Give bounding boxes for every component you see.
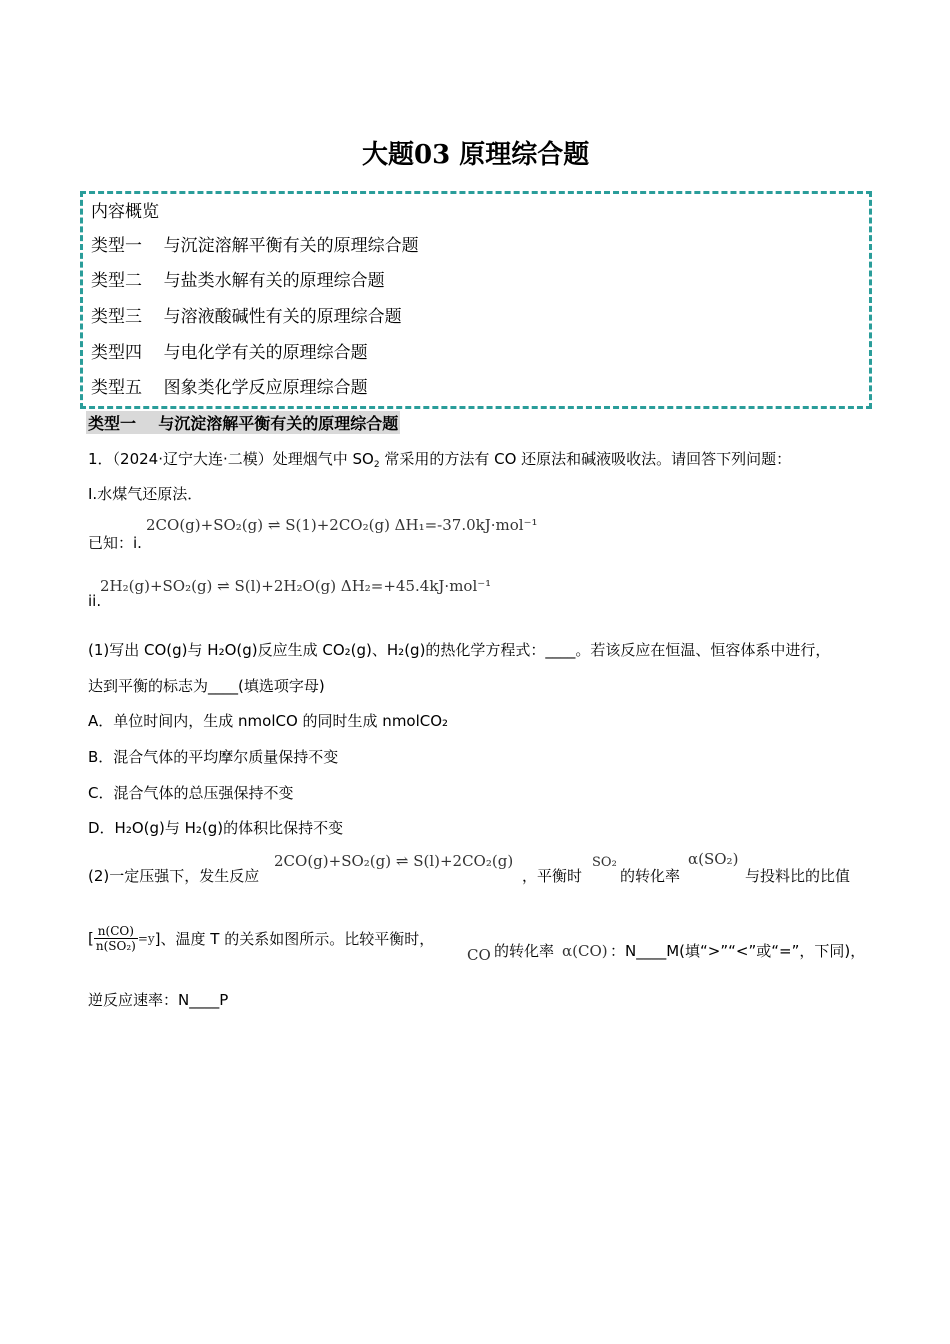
equals-y: =y — [137, 931, 155, 946]
bracket-open: [ — [88, 929, 94, 948]
question-intro-a: 1．（2024·辽宁大连·二模）处理烟气中 SO — [88, 450, 374, 468]
known-label: 已知：i. — [88, 534, 142, 552]
option-d: D．H₂O(g)与 H₂(g)的体积比保持不变 — [88, 819, 344, 837]
toc-heading: 内容概览 — [91, 202, 159, 222]
part2-alpha-so2: α(SO₂) — [688, 850, 739, 868]
part2-line2-f: ]、温度 T 的关系如图所示。比较平衡时， — [154, 930, 435, 948]
toc-item-5: 类型五 图象类化学反应原理综合题 — [91, 378, 368, 398]
equation-1: 2CO(g)+SO₂(g) ⇌ S(1)+2CO₂(g) ΔH₁=-37.0kJ·mol⁻¹ — [146, 516, 538, 534]
equation-2: 2H₂(g)+SO₂(g) ⇌ S(l)+2H₂O(g) ΔH₂=+45.4kJ·mol⁻¹ — [100, 577, 492, 595]
section-heading: 类型一 与沉淀溶解平衡有关的原理综合题 — [86, 411, 400, 434]
toc-item-2: 类型二 与盐类水解有关的原理综合题 — [91, 271, 385, 291]
fraction-denominator: n(SO₂) — [95, 939, 136, 953]
option-b: B．混合气体的平均摩尔质量保持不变 — [88, 748, 339, 766]
part2-so2: SO₂ — [592, 855, 617, 870]
part2-equation: 2CO(g)+SO₂(g) ⇌ S(l)+2CO₂(g) — [274, 852, 514, 870]
question-intro-sub: 2 — [373, 460, 380, 470]
fraction-numerator: n(CO) — [94, 924, 138, 939]
toc-item-1: 类型一 与沉淀溶解平衡有关的原理综合题 — [91, 236, 419, 256]
option-c: C．混合气体的总压强保持不变 — [88, 784, 294, 802]
question-intro-b: 常采用的方法有 CO 还原法和碱液吸收法。请回答下列问题： — [379, 450, 792, 468]
part2-line3: 逆反应速率：N____P — [88, 991, 229, 1009]
feed-ratio-fraction — [94, 924, 138, 953]
option-a: A．单位时间内，生成 nmolCO 的同时生成 nmolCO₂ — [88, 712, 449, 730]
part1-line1: (1)写出 CO(g)与 H₂O(g)反应生成 CO₂(g)、H₂(g)的热化学方程式：____。若该反应在恒温、恒容体系中进行， — [88, 641, 831, 659]
part2-line2-h: ：N____M(填“>”“<”或“=”，下同)， — [610, 942, 866, 960]
part2-line1-b: ，平衡时 — [522, 867, 583, 885]
part2-line2-g: 的转化率 — [494, 942, 555, 960]
toc-item-3: 类型三 与溶液酸碱性有关的原理综合题 — [91, 307, 402, 327]
part2-line1-a: (2)一定压强下，发生反应 — [88, 867, 260, 885]
part2-alpha-co: α(CO) — [562, 942, 608, 960]
question-intro — [88, 448, 791, 470]
part2-co: CO — [467, 946, 491, 964]
part-I-label: I.水煤气还原法． — [88, 485, 203, 503]
ii-label: ii. — [88, 592, 102, 610]
page-title: 大题03 原理综合题 — [362, 140, 590, 170]
toc-item-4: 类型四 与电化学有关的原理综合题 — [91, 343, 368, 363]
part2-line2 — [88, 924, 434, 953]
part1-line2: 达到平衡的标志为____(填选项字母) — [88, 677, 325, 695]
part2-line1-c: 的转化率 — [620, 867, 681, 885]
part2-line1-d: 与投料比的比值 — [745, 867, 851, 885]
